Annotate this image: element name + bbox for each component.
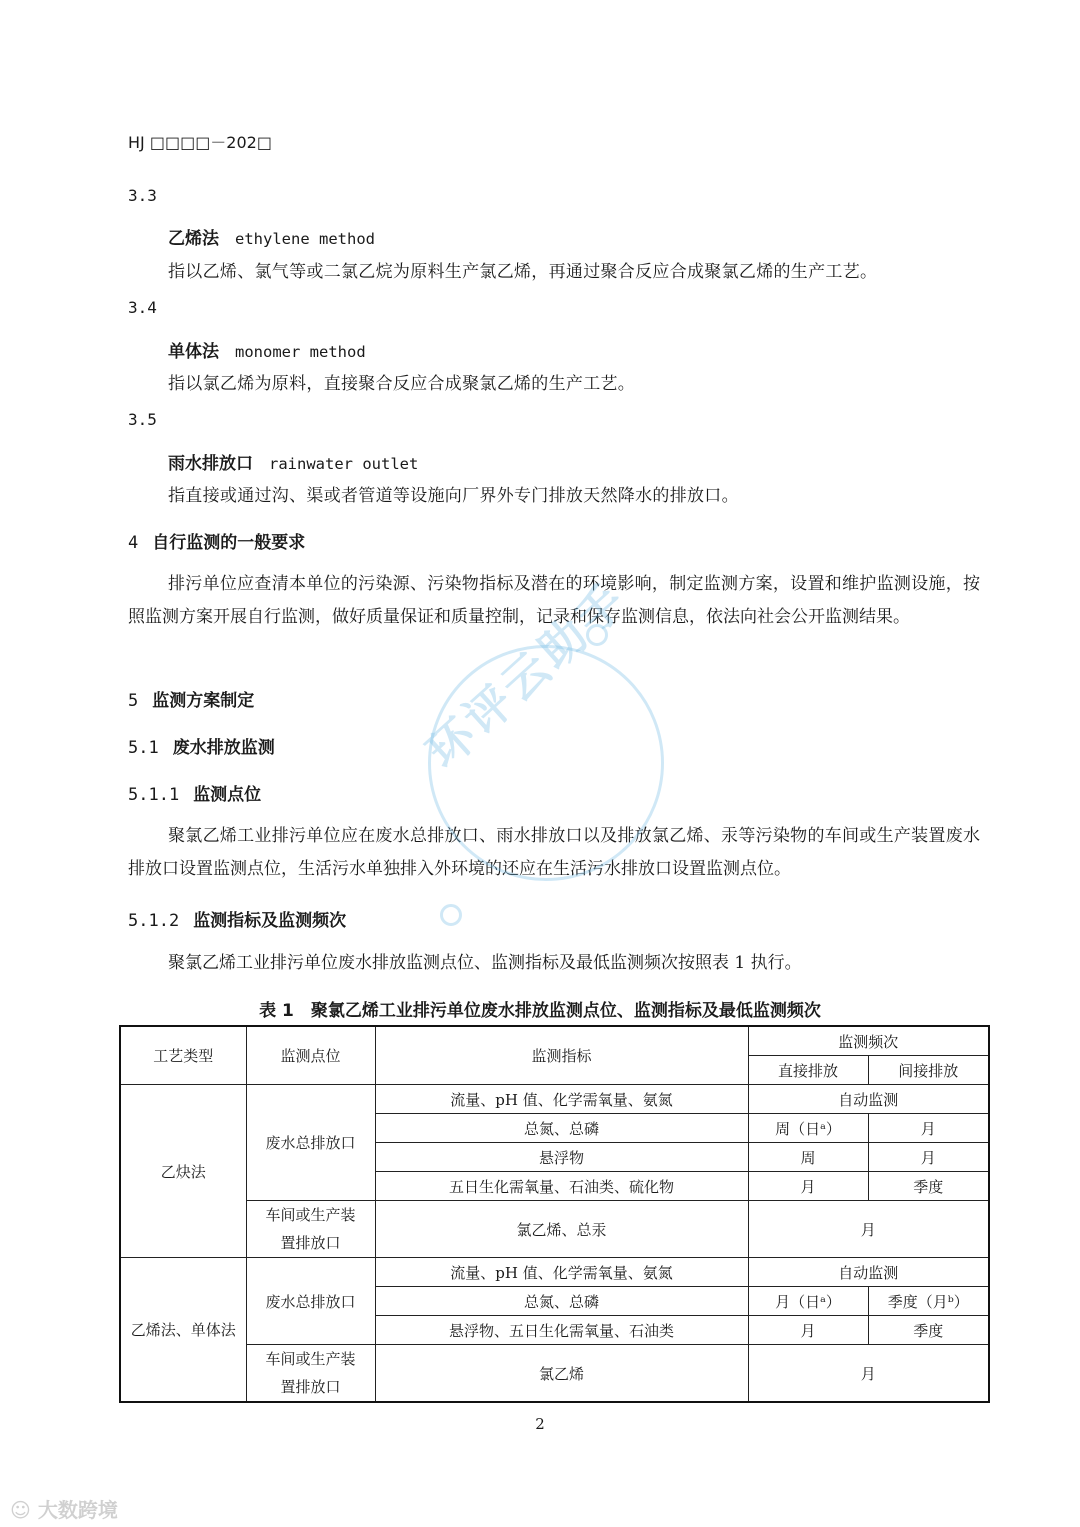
table-cell-indicator: 总氮、总磷: [375, 1287, 748, 1316]
point-line-1: 车间或生产装: [265, 1206, 356, 1224]
section-paragraph: 聚氯乙烯工业排污单位废水排放监测点位、监测指标及最低监测频次按照表 1 执行。: [168, 953, 802, 973]
header-indicator: 监测指标: [375, 1026, 748, 1085]
term-number: 3.4: [128, 298, 157, 317]
term-en: monomer method: [235, 343, 366, 361]
point-line-2: 置排放口: [280, 1378, 341, 1396]
watermark-text: 环评云助手: [416, 571, 638, 779]
section-heading-5: [128, 686, 254, 711]
term-zh: 雨水排放口: [168, 454, 253, 474]
section-title: 自行监测的一般要求: [152, 533, 306, 553]
page-number: 2: [535, 1415, 545, 1433]
section-paragraph: 排污单位应查清本单位的污染源、污染物指标及潜在的环境影响，制定监测方案，设置和维护监测设施，按照监测方案开展自行监测，做好质量保证和质量控制，记录和保存监测信息，依法向社会公开监测结果。: [128, 574, 980, 627]
term-definition: 指以乙烯、氯气等或二氯乙烷为原料生产氯乙烯，再通过聚合反应合成聚氯乙烯的生产工艺。: [168, 262, 878, 282]
logo-icon: ☺: [10, 1498, 31, 1522]
section-title: 监测指标及监测频次: [193, 911, 347, 931]
table-cell-point: [246, 1345, 375, 1403]
table-cell-direct: 周（日ᵃ）: [748, 1114, 868, 1143]
term-definition: 指直接或通过沟、渠或者管道等设施向厂界外专门排放天然降水的排放口。: [168, 486, 739, 506]
term-definition: 指以氯乙烯为原料，直接聚合反应合成聚氯乙烯的生产工艺。: [168, 374, 636, 394]
term-zh: 单体法: [168, 342, 219, 362]
table-cell-indirect: 月: [868, 1143, 989, 1172]
table-cell-point: 废水总排放口: [246, 1085, 375, 1201]
table-cell-frequency: 自动监测: [748, 1085, 989, 1114]
section-paragraph: 聚氯乙烯工业排污单位应在废水总排放口、雨水排放口以及排放氯乙烯、汞等污染物的车间或生产装置废水排放口设置监测点位，生活污水单独排入外环境的还应在生活污水排放口设置监测点位。: [128, 826, 980, 879]
table-cell-direct: 月: [748, 1316, 868, 1345]
monitoring-table: [119, 1025, 990, 1403]
section-title: 监测点位: [193, 785, 262, 805]
table-cell-indirect: 月: [868, 1114, 989, 1143]
table-cell-direct: 月（日ᵃ）: [748, 1287, 868, 1316]
doc-header: HJ □□□□－202□: [128, 133, 272, 152]
watermark-dot-icon: [440, 904, 462, 926]
section-heading-4: [128, 528, 305, 553]
table-cell-indicator: 总氮、总磷: [375, 1114, 748, 1143]
table-cell-frequency: 月: [748, 1345, 989, 1403]
term-title: [168, 337, 366, 362]
section-title: 监测方案制定: [152, 691, 255, 711]
header-indirect: 间接排放: [868, 1056, 989, 1085]
brand-logo: [10, 1494, 118, 1523]
table-cell-indicator: 氯乙烯: [375, 1345, 748, 1403]
section-number: 5.1: [128, 738, 159, 758]
header-direct: 直接排放: [748, 1056, 868, 1085]
term-title: [168, 449, 418, 474]
table-cell-direct: 月: [748, 1172, 868, 1201]
section-number: 5.1.1: [128, 785, 180, 805]
table-cell-direct: 周: [748, 1143, 868, 1172]
table-cell-process: 乙烯法、单体法: [120, 1258, 246, 1403]
point-line-1: 车间或生产装: [265, 1350, 356, 1368]
table-cell-indirect: 季度: [868, 1172, 989, 1201]
section-number: 4: [128, 533, 139, 553]
table-cell-frequency: 月: [748, 1201, 989, 1258]
table-cell-indicator: 五日生化需氧量、石油类、硫化物: [375, 1172, 748, 1201]
term-en: rainwater outlet: [269, 455, 419, 473]
table-cell-process: 乙炔法: [120, 1085, 246, 1258]
table-cell-indicator: 氯乙烯、总汞: [375, 1201, 748, 1258]
table-cell-indicator: 流量、pH 值、化学需氧量、氨氮: [375, 1085, 748, 1114]
term-number: 3.5: [128, 410, 157, 429]
term-zh: 乙烯法: [168, 229, 219, 249]
table-cell-indirect: 季度: [868, 1316, 989, 1345]
logo-text: 大数跨境: [37, 1498, 118, 1522]
table-cell-point: [246, 1201, 375, 1258]
term-number: 3.3: [128, 186, 157, 205]
table-cell-indicator: 流量、pH 值、化学需氧量、氨氮: [375, 1258, 748, 1287]
section-heading-5-1: [128, 733, 275, 758]
section-number: 5: [128, 691, 139, 711]
table-cell-indicator: 悬浮物、五日生化需氧量、石油类: [375, 1316, 748, 1345]
term-en: ethylene method: [235, 230, 375, 248]
header-point: 监测点位: [246, 1026, 375, 1085]
table-cell-frequency: 自动监测: [748, 1258, 989, 1287]
table-caption: 表 1 聚氯乙烯工业排污单位废水排放监测点位、监测指标及最低监测频次: [259, 1001, 821, 1021]
table-cell-indirect: 季度（月ᵇ）: [868, 1287, 989, 1316]
point-line-2: 置排放口: [280, 1234, 341, 1252]
section-heading-5-1-2: [128, 906, 346, 931]
header-frequency: 监测频次: [748, 1026, 989, 1056]
section-number: 5.1.2: [128, 911, 180, 931]
table-cell-indicator: 悬浮物: [375, 1143, 748, 1172]
section-title: 废水排放监测: [172, 738, 275, 758]
table-cell-point: 废水总排放口: [246, 1258, 375, 1345]
header-process: 工艺类型: [120, 1026, 246, 1085]
term-title: [168, 224, 375, 249]
section-heading-5-1-1: [128, 780, 261, 805]
